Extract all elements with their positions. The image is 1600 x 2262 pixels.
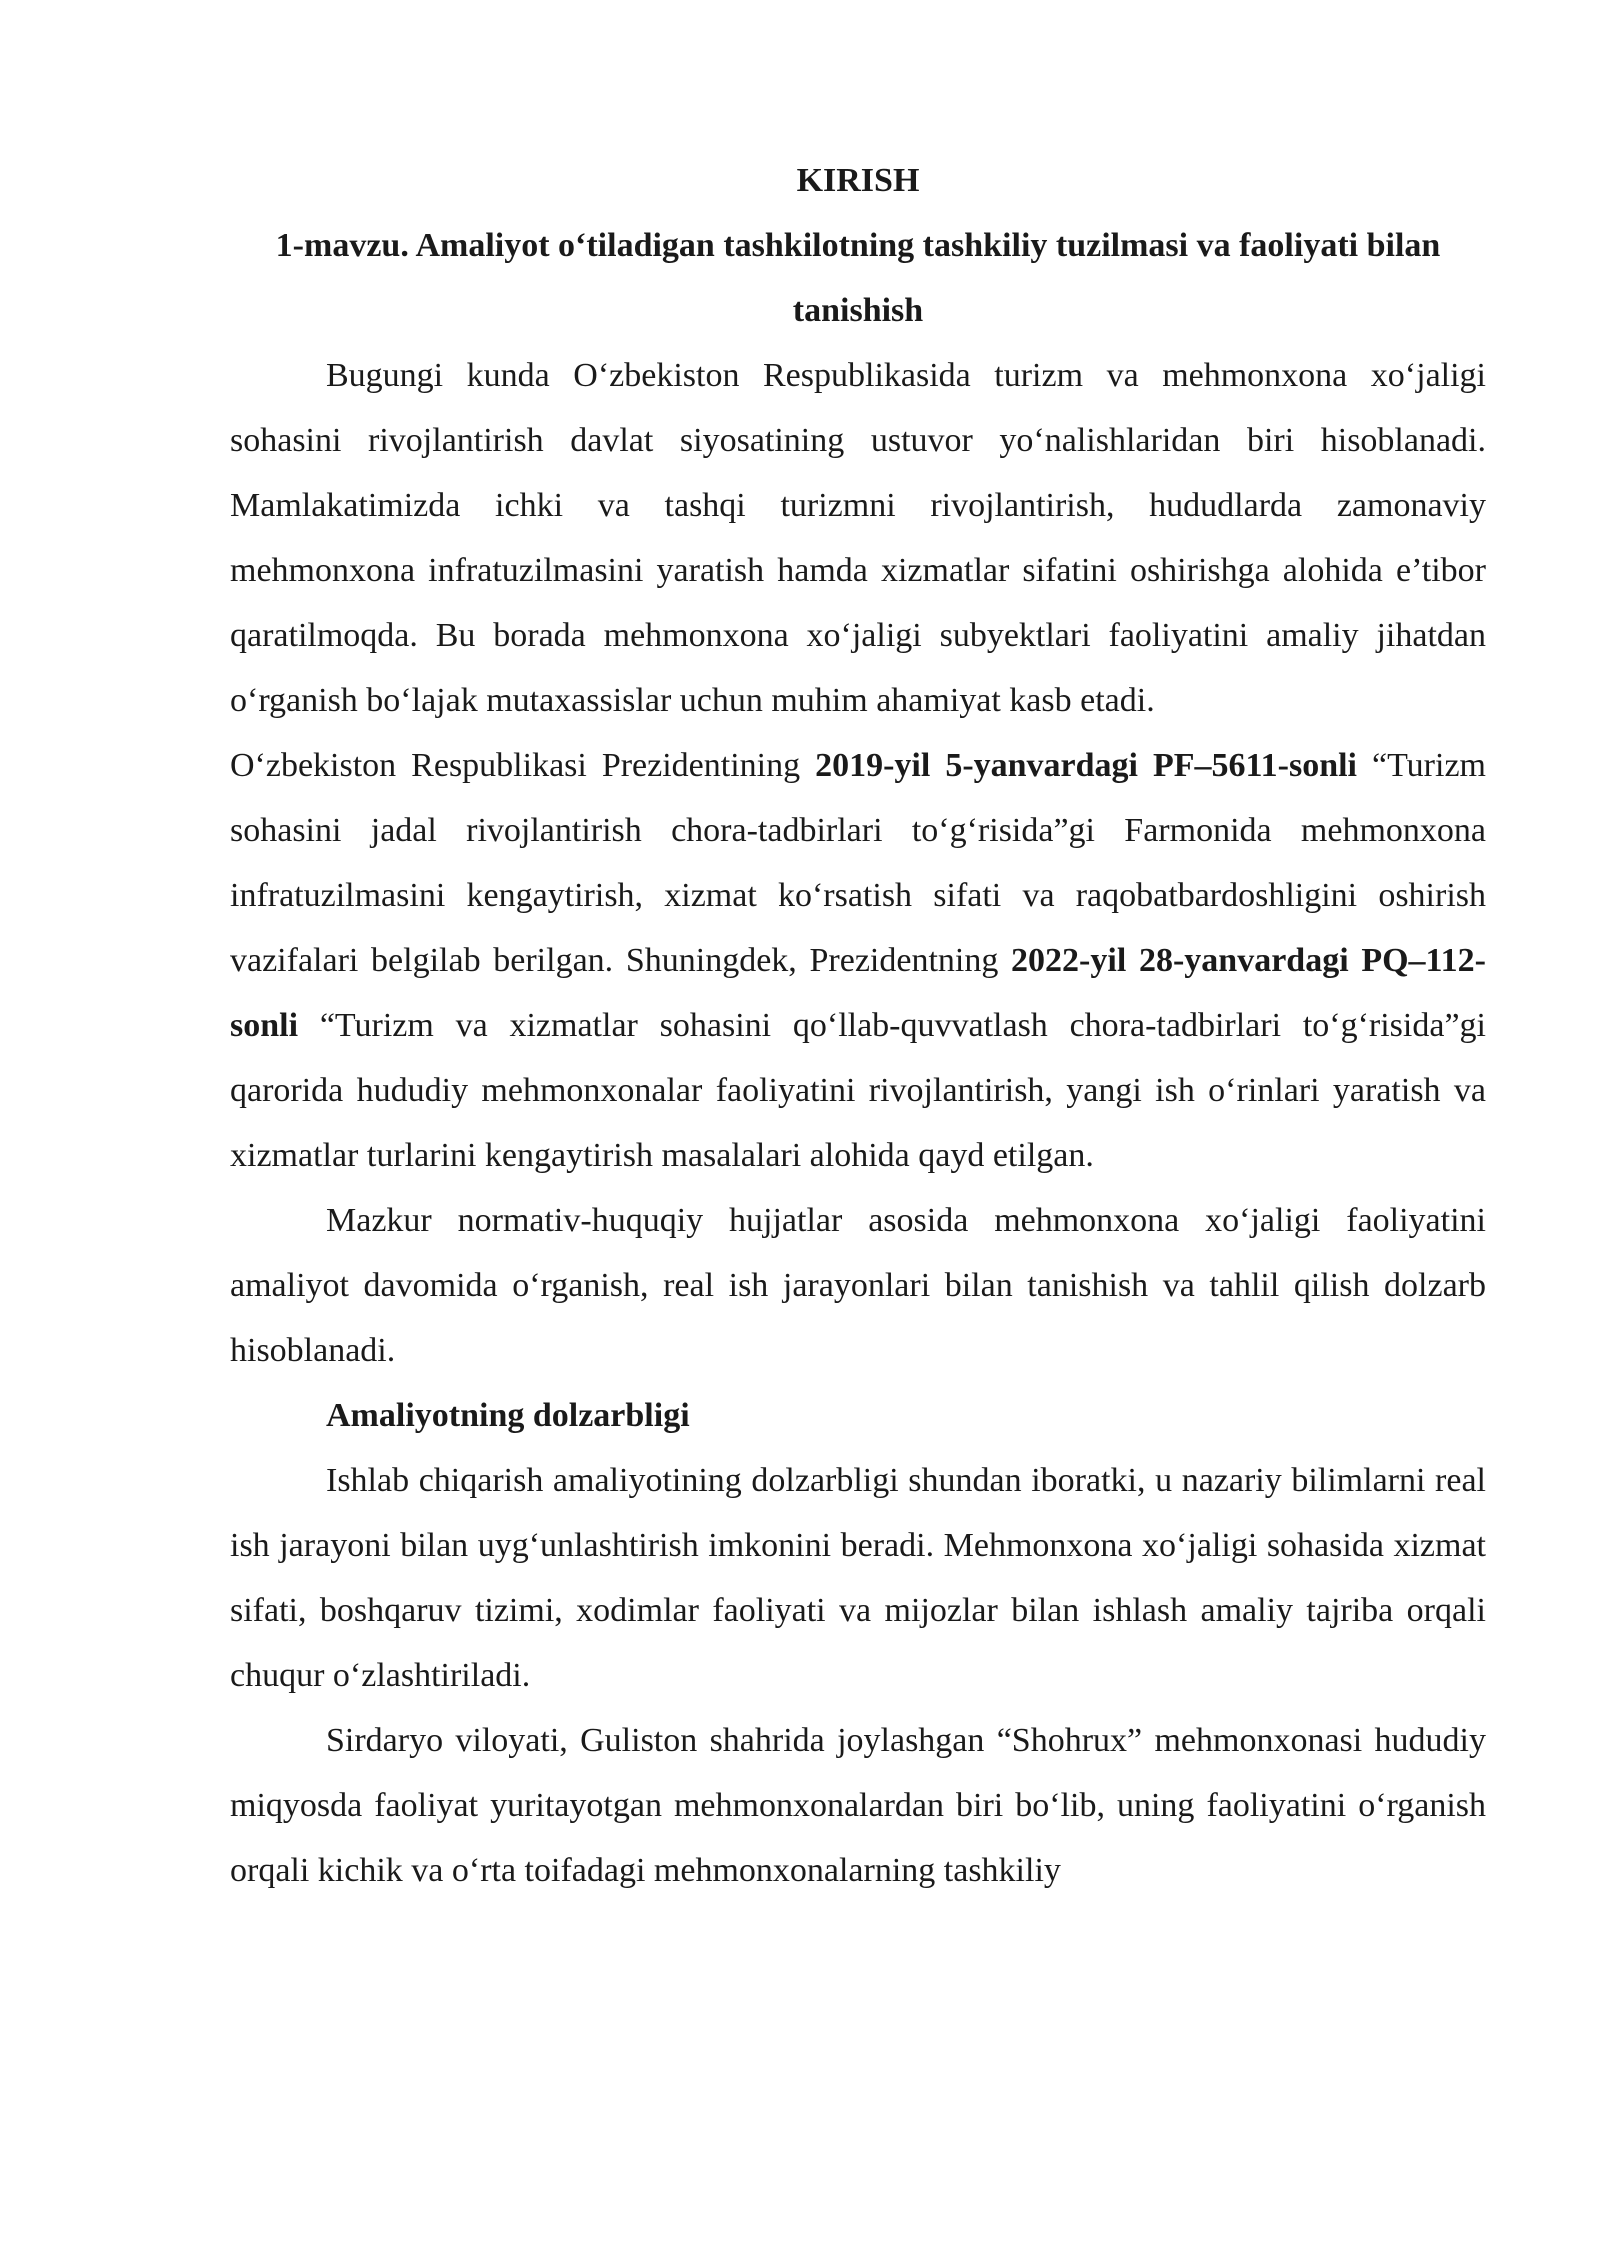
paragraph-normative: Mazkur normativ-huquqiy hujjatlar asosida mehmonxona xo‘jaligi faoliyatini amaliyot davomida o‘rganish, real ish jarayonlari bilan tanishish va tahlil qilish dolzarb hisoblanadi. [230,1202,1486,1369]
document-page [230,148,1486,1903]
decree-text-1: O‘zbekiston Respublikasi Prezidentining [230,747,816,784]
paragraph-relevance: Ishlab chiqarish amaliyotining dolzarbligi shundan iboratki, u nazariy bilimlarni real ish jarayoni bilan uyg‘unlashtirish imkonini beradi. Mehmonxona xo‘jaligi sohasida xizmat sifati, boshqaruv tizimi, xodimlar faoliyati va mijozlar bilan ishlash amaliy tajriba orqali chuqur o‘zlashtiriladi. [230,1462,1486,1694]
decree-text-3: “Turizm va xizmatlar sohasini qo‘llab-quvvatlash chora-tadbirlari to‘g‘risida”gi qarorida hududiy mehmonxonalar faoliyatini rivojlantirish, yangi ish o‘rinlari yaratish va xizmatlar turlarini kengaytirish masalalari alohida qayd etilgan. [230,1007,1486,1174]
document-title: KIRISH [796,162,920,199]
decree-text-2: “Turizm sohasini jadal rivojlantirish chora-tadbirlari to‘g‘risida”gi Farmonida mehmonxona infratuzilmasini kengaytirish, xizmat ko‘rsatish sifati va raqobatbardoshligini oshirish vazifalari belgilab berilgan. Shuningdek, Prezidentning [230,747,1486,979]
paragraph-intro: Bugungi kunda O‘zbekiston Respublikasida turizm va mehmonxona xo‘jaligi sohasini rivojlantirish davlat siyosatining ustuvor yo‘nalishlaridan biri hisoblanadi. Mamlakatimizda ichki va tashqi turizmni rivojlantirish, hududlarda zamonaviy mehmonxona infratuzilmasini yaratish hamda xizmatlar sifatini oshirishga alohida e’tibor qaratilmoqda. Bu borada mehmonxona xo‘jaligi subyektlari faoliyatini amaliy jihatdan o‘rganish bo‘lajak mutaxassislar uchun muhim ahamiyat kasb etadi. [230,357,1486,719]
paragraph-decrees [230,733,1486,1188]
decree-ref-pq112: 2022-yil 28-yanvardagi PQ–112-sonli [230,942,1486,1044]
topic-heading: 1-mavzu. Amaliyot o‘tiladigan tashkilotning tashkiliy tuzilmasi va faoliyati bilan tanishish [275,227,1441,329]
decree-ref-pf5611: 2019-yil 5-yanvardagi PF–5611-sonli [815,747,1358,784]
paragraph-hotel: Sirdaryo viloyati, Guliston shahrida joylashgan “Shohrux” mehmonxonasi hududiy miqyosda faoliyat yuritayotgan mehmonxonalardan biri bo‘lib, uning faoliyatini o‘rganish orqali kichik va o‘rta toifadagi mehmonxonalarning tashkiliy [230,1722,1486,1889]
section-heading-relevance: Amaliyotning dolzarbligi [326,1397,690,1434]
